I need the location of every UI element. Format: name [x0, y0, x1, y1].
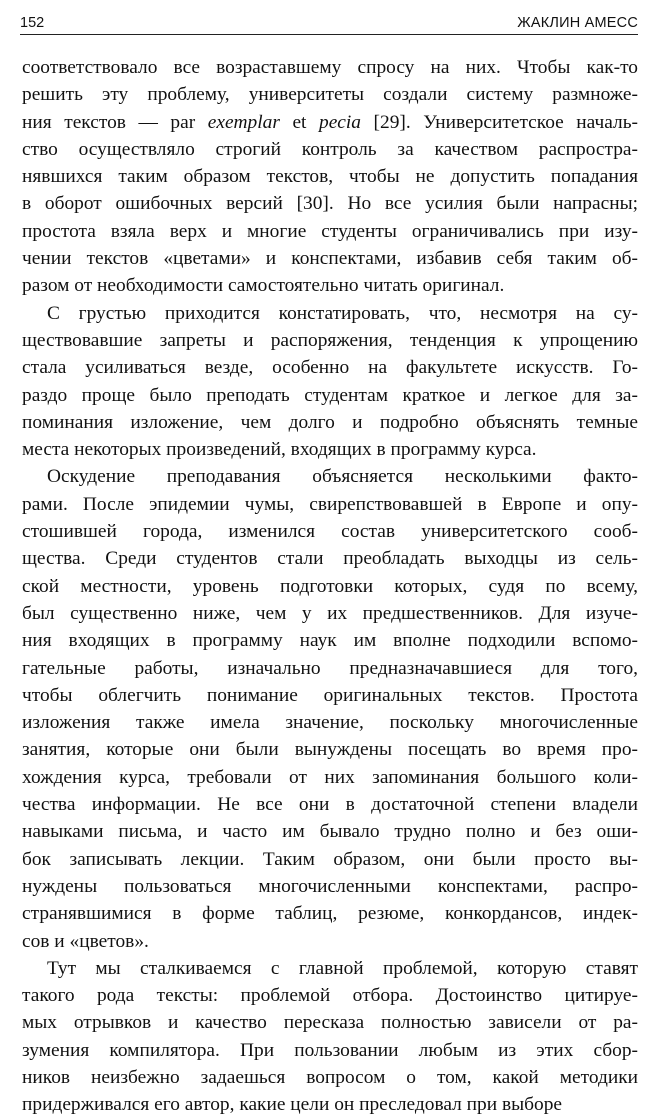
page-number: 152: [20, 15, 45, 31]
text-line: раздо проще было преподать студентам краткое и легкое для за-: [22, 384, 638, 406]
text-line: Тут мы сталкиваемся с главной проблемой, которую ставят: [47, 957, 638, 979]
text-line: чении текстов «цветами» и конспектами, избавив себя таким об-: [22, 248, 638, 270]
text-line: зумения компилятора. При пользовании любым из этих сбор-: [22, 1039, 638, 1061]
text-line: простота взяла верх и многие студенты ограничивались при изу-: [22, 220, 638, 242]
text-line: в оборот ошибочных версий [30]. Но все усилия были напрасны;: [22, 193, 638, 215]
text-line: ской местности, уровень подготовки которых, судя по всему,: [22, 575, 638, 597]
text-line: странявшимися в форме таблиц, резюме, конкордансов, индек-: [22, 903, 638, 925]
body-text: [22, 54, 638, 1119]
text-line: места некоторых произведений, входящих в программу курса.: [22, 439, 537, 461]
paragraph: [22, 955, 638, 1119]
text-line: бок записывать лекции. Таким образом, они были просто вы-: [22, 848, 638, 870]
text-line: изложения также имела значение, поскольку многочисленные: [22, 712, 638, 734]
text-line: ников неизбежно задаешься вопросом о том, какой методики: [22, 1066, 638, 1088]
text-segment: [29]. Университетское началь-: [361, 111, 638, 133]
text-line: ществовавшие запреты и распоряжения, тенденция к упрощению: [22, 329, 638, 351]
text-line: занятия, которые они были вынуждены посещать во время про-: [22, 739, 638, 761]
text-line: соответствовало все возраставшему спросу на них. Чтобы как-то: [22, 57, 638, 78]
header-rule: [20, 34, 638, 35]
text-line: щества. Среди студентов стали преобладать выходцы из сель-: [22, 548, 638, 570]
text-line: стала усиливаться везде, особенно на факультете искусств. Го-: [22, 357, 638, 379]
text-segment: et: [279, 111, 319, 133]
text-line: поминания изложение, чем долго и подробно объяснять темные: [22, 411, 638, 433]
paragraph: [22, 463, 638, 954]
text-line: мых отрывков и качество пересказа полностью зависели от ра-: [22, 1012, 638, 1034]
text-line: [22, 109, 638, 136]
text-line: хождения курса, требовали от них запоминания большого коли-: [22, 766, 638, 788]
text-line: решить эту проблему, университеты создали систему размноже-: [22, 84, 638, 106]
running-title: ЖАКЛИН АМЕСС: [517, 15, 638, 31]
text-line: разом от необходимости самостоятельно читать оригинал.: [22, 275, 505, 297]
paragraph: [22, 300, 638, 464]
text-line: ство осуществляло строгий контроль за качеством распростра-: [22, 138, 638, 160]
text-line: Оскудение преподавания объясняется несколькими факто-: [47, 466, 638, 488]
text-line: гательные работы, изначально предназначавшиеся для того,: [22, 657, 638, 679]
text-line: навыками письма, и часто им бывало трудно полно и без оши-: [22, 821, 638, 843]
text-line: чества информации. Не все они в достаточной степени владели: [22, 794, 638, 816]
text-line: С грустью приходится констатировать, что, несмотря на су-: [47, 302, 638, 324]
text-segment: ния текстов — par: [22, 111, 208, 133]
text-line: сов и «цветов».: [22, 930, 149, 952]
text-line: рами. После эпидемии чумы, свирепствовавшей в Европе и опу-: [22, 493, 638, 515]
text-line: стошившей города, изменился состав университетского сооб-: [22, 521, 638, 543]
text-line: чтобы облегчить понимание оригинальных текстов. Простота: [22, 684, 638, 706]
text-line: ния входящих в программу наук им вполне подходили вспомо-: [22, 630, 638, 652]
italic-term: exemplar: [207, 111, 280, 133]
italic-term: pecia: [319, 111, 361, 133]
text-line: придерживался его автор, какие цели он преследовал при выборе: [22, 1094, 563, 1116]
page-header: [20, 12, 638, 34]
paragraph: [22, 54, 638, 300]
text-line: нуждены пользоваться многочисленными конспектами, распро-: [22, 875, 638, 897]
text-line: нявшихся таким образом текстов, чтобы не допустить попадания: [22, 166, 638, 188]
text-line: был существенно ниже, чем у их предшественников. Для изуче-: [22, 602, 638, 624]
text-line: такого рода тексты: проблемой отбора. Достоинство цитируе-: [22, 985, 638, 1007]
